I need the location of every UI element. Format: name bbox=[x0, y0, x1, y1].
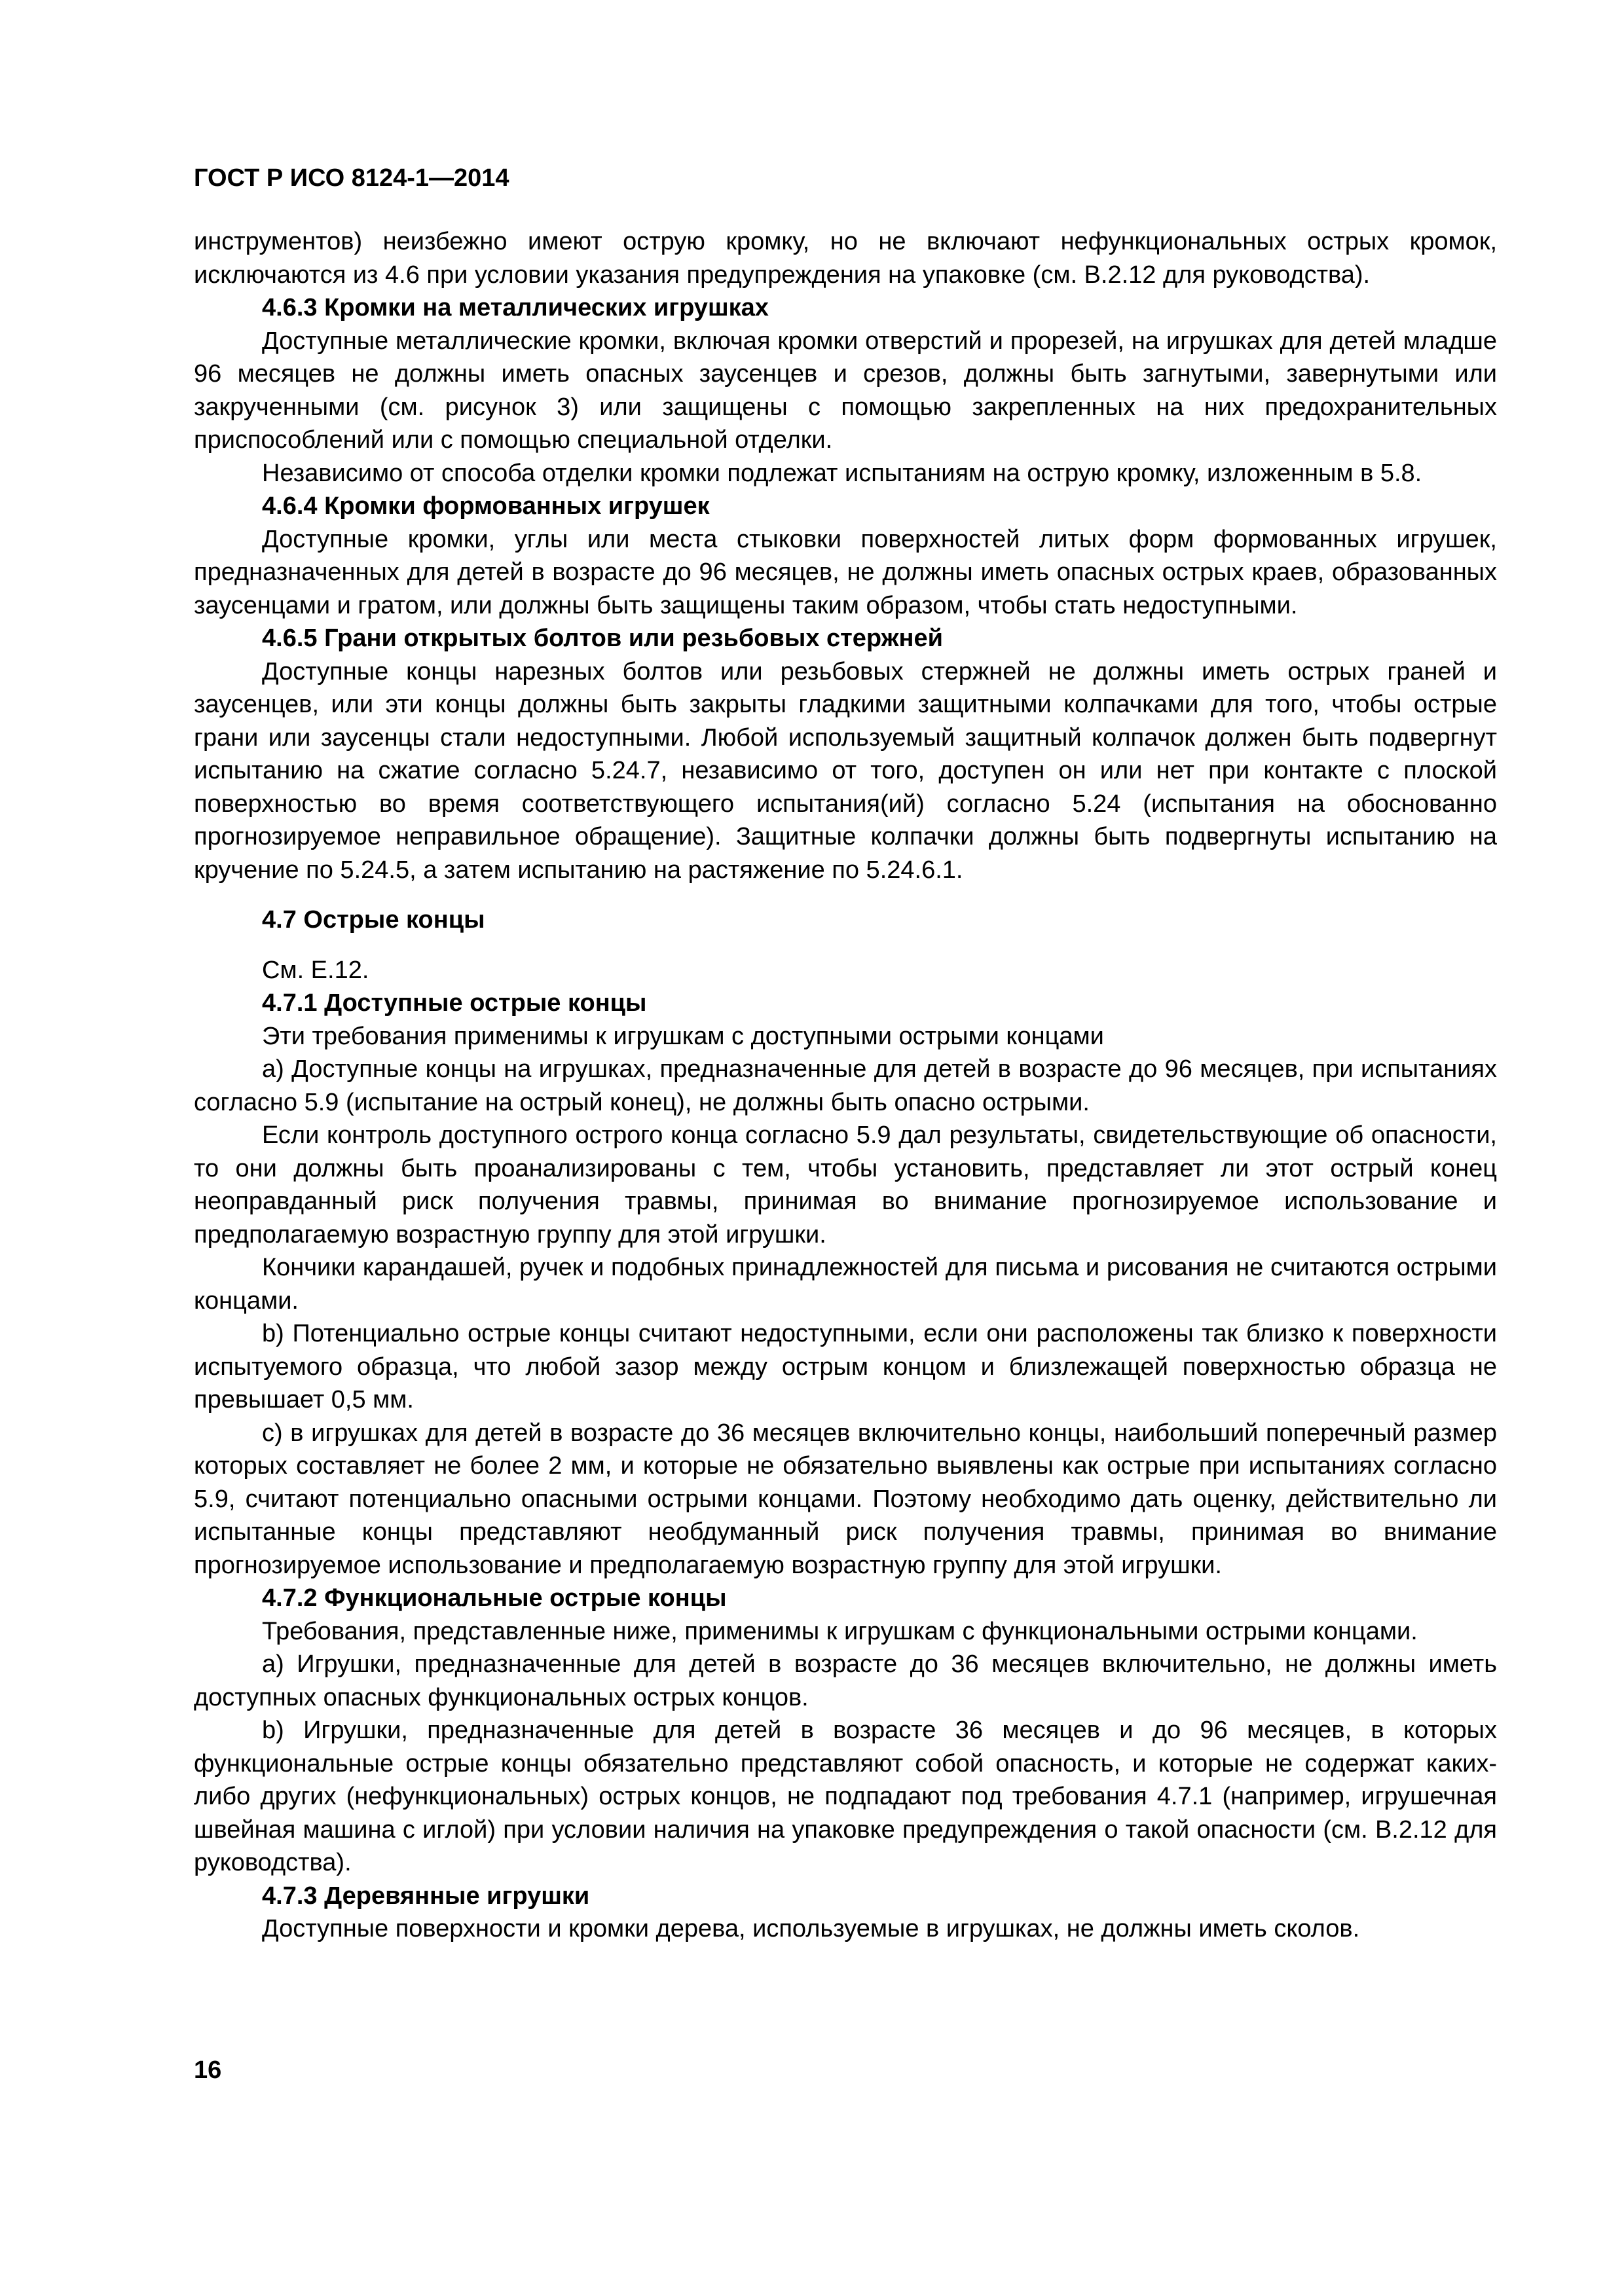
document-body bbox=[194, 225, 1497, 1946]
paragraph-4-6-5: Доступные концы нарезных болтов или резьбовых стержней не должны иметь острых граней и заусенцев, или эти концы должны быть закрыты гладкими защитными колпачками для того, чтобы острые грани или заусенцы стали недоступными. Любой используемый защитный колпачок должен быть подвергнут испытанию на сжатие согласно 5.24.7, независимо от того, доступен он или нет при контакте с плоской поверхностью во время соответствующего испытания(ий) согласно 5.24 (испытания на обоснованно прогнозируемое неправильное обращение). Защитные колпачки должны быть подвергнуты испытанию на кручение по 5.24.5, а затем испытанию на растяжение по 5.24.6.1. bbox=[194, 657, 1497, 884]
document-header: ГОСТ Р ИСО 8124-1—2014 bbox=[194, 164, 509, 192]
heading-4-6-5: 4.6.5 Грани открытых болтов или резьбовых стержней bbox=[262, 625, 943, 652]
heading-4-7: 4.7 Острые концы bbox=[262, 906, 485, 934]
paragraph-4-7-1-c: c) в игрушках для детей в возрасте до 36 месяцев включительно концы, наибольший поперечный размер которых составляет не более 2 мм, и которые не обязательно выявлены как острые при испытаниях согласно 5.9, считают потенциально опасными острыми концами. Поэтому необходимо дать оценку, действительно ли испытанные концы представляют необдуманный риск получения травмы, принимая во внимание прогнозируемое использование и предполагаемую возрастную группу для этой игрушки. bbox=[194, 1419, 1497, 1579]
paragraph-4-7-1-a: a) Доступные концы на игрушках, предназначенные для детей в возрасте до 96 месяцев, при испытаниях согласно 5.9 (испытание на острый конец), не должны быть опасно острыми. bbox=[194, 1055, 1497, 1116]
heading-4-7-3: 4.7.3 Деревянные игрушки bbox=[262, 1882, 590, 1910]
page-number: 16 bbox=[194, 2056, 222, 2084]
paragraph-4-7-2-b: b) Игрушки, предназначенные для детей в возрасте 36 месяцев и до 96 месяцев, в которых функциональные острые концы обязательно представляют собой опасность, и которые не содержат каких-либо других (нефункциональных) острых концов, не подпадают под требования 4.7.1 (например, игрушечная швейная машина с иглой) при условии наличия на упаковке предупреждения о такой опасности (см. В.2.12 для руководства). bbox=[194, 1717, 1497, 1876]
paragraph-4-7-1-b: b) Потенциально острые концы считают недоступными, если они расположены так близко к поверхности испытуемого образца, что любой зазор между острым концом и близлежащей поверхностью образца не превышает 0,5 мм. bbox=[194, 1320, 1497, 1413]
paragraph-4-7: См. Е.12. bbox=[262, 956, 369, 984]
paragraph-4-7-1-intro: Эти требования применимы к игрушкам с доступными острыми концами bbox=[262, 1022, 1104, 1050]
heading-4-6-3: 4.6.3 Кромки на металлических игрушках bbox=[262, 294, 769, 321]
paragraph-4-6-4: Доступные кромки, углы или места стыковки поверхностей литых форм формованных игрушек, предназначенных для детей в возрасте до 96 месяцев, не должны иметь опасных острых краев, образованных заусенцами и гратом, или должны быть защищены таким образом, чтобы стать недоступными. bbox=[194, 525, 1497, 619]
paragraph-4-6-3-2: Независимо от способа отделки кромки подлежат испытаниям на острую кромку, изложенным в 5.8. bbox=[262, 459, 1422, 487]
paragraph-4-7-3: Доступные поверхности и кромки дерева, используемые в игрушках, не должны иметь сколов. bbox=[262, 1915, 1360, 1942]
heading-4-7-2: 4.7.2 Функциональные острые концы bbox=[262, 1584, 727, 1612]
paragraph-4-6-3-1: Доступные металлические кромки, включая кромки отверстий и прорезей, на игрушках для детей младше 96 месяцев не должны иметь опасных заусенцев и срезов, должны быть загнутыми, завернутыми или закрученными (см. рисунок 3) или защищены с помощью закрепленных на них предохранительных приспособлений или с помощью специальной отделки. bbox=[194, 327, 1497, 454]
paragraph-continuation: инструментов) неизбежно имеют острую кромку, но не включают нефункциональных острых кромок, исключаются из 4.6 при условии указания предупреждения на упаковке (см. В.2.12 для руководства). bbox=[194, 228, 1497, 289]
heading-4-6-4: 4.6.4 Кромки формованных игрушек bbox=[262, 492, 710, 520]
document-page bbox=[194, 162, 1497, 1946]
paragraph-4-7-1-a-3: Кончики карандашей, ручек и подобных принадлежностей для письма и рисования не считаются острыми концами. bbox=[194, 1254, 1497, 1315]
heading-4-7-1: 4.7.1 Доступные острые концы bbox=[262, 989, 647, 1017]
paragraph-4-7-1-a-2: Если контроль доступного острого конца согласно 5.9 дал результаты, свидетельствующие об опасности, то они должны быть проанализированы с тем, чтобы установить, представляет ли этот острый конец неоправданный риск получения травмы, принимая во внимание прогнозируемое использование и предполагаемую возрастную группу для этой игрушки. bbox=[194, 1121, 1497, 1248]
paragraph-4-7-2-intro: Требования, представленные ниже, применимы к игрушкам с функциональными острыми концами. bbox=[262, 1617, 1418, 1645]
paragraph-4-7-2-a: a) Игрушки, предназначенные для детей в возрасте до 36 месяцев включительно, не должны иметь доступных опасных функциональных острых концов. bbox=[194, 1650, 1497, 1711]
